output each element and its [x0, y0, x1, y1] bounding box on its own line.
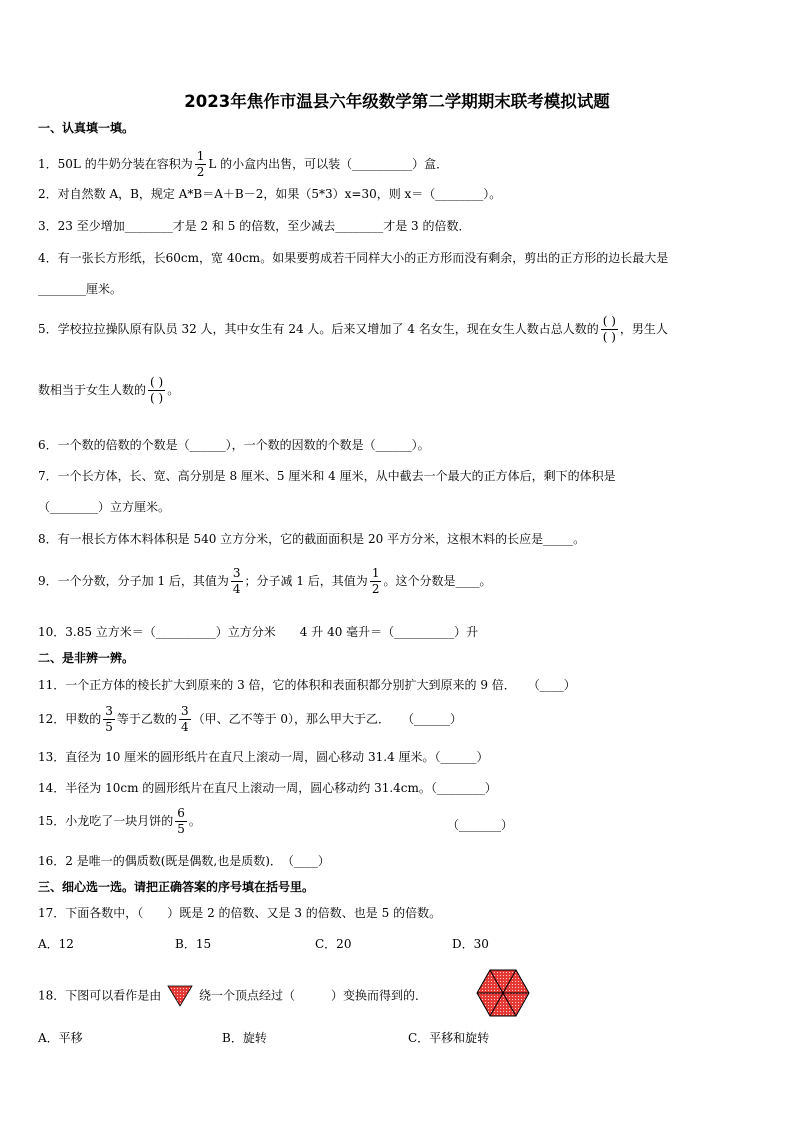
question-3: 3．23 至少增加________才是 2 和 5 的倍数，至少减去________才是 3 的倍数． [38, 219, 471, 233]
q15-answer-blank: （_______） [447, 818, 514, 832]
q17-option-a: A．12 [38, 937, 74, 951]
q9-fraction-1 [231, 566, 243, 597]
q9-f2-denominator: 2 [371, 582, 380, 596]
q12-f1-numerator: 3 [105, 704, 113, 718]
question-7-line-1: 7．一个长方体，长、宽、高分别是 8 厘米、5 厘米和 4 厘米，从中截去一个最大的正方体后，剩下的体积是 [38, 469, 616, 483]
question-18 [38, 984, 427, 1008]
page-title: 2023年焦作市温县六年级数学第二学期期末联考模拟试题 [184, 92, 610, 111]
question-17: 17．下面各数中，（ ）既是 2 的倍数、又是 3 的倍数、也是 5 的倍数。 [38, 906, 442, 920]
q12-text-c: （甲、乙不等于 0），那么甲大于乙． （______） [192, 712, 463, 726]
question-10: 10．3.85 立方米＝（__________）立方分米 4 升 40 毫升＝（__________）升 [38, 625, 479, 639]
q1-text-b: L 的小盒内出售，可以装（__________）盒． [208, 157, 449, 171]
q9-text-c: 。这个分数是____。 [383, 574, 492, 588]
q5-f2-denominator: ( ) [150, 391, 164, 405]
q18-text-a: 18．下图可以看作是由 [38, 988, 162, 1003]
q15-text-b: 。 [188, 814, 201, 828]
triangle-shape [167, 984, 193, 1008]
q9-text-b: ；分子减 1 后，其值为 [244, 574, 368, 588]
q12-f2-denominator: 4 [180, 720, 189, 734]
q12-fraction-2 [179, 704, 191, 735]
q5-text-a: 5．学校拉拉操队原有队员 32 人，其中女生有 24 人。后来又增加了 4 名女生，现在女生人数占总人数的 [38, 322, 599, 336]
q9-text-a: 9．一个分数，分子加 1 后，其值为 [38, 574, 229, 588]
q18-option-c: C．平移和旋转 [408, 1031, 490, 1045]
q5-fraction-2 [148, 375, 165, 406]
question-2: 2．对自然数 A，B，规定 A*B＝A＋B－2，如果（5*3）x=30，则 x＝（________）。 [38, 187, 502, 201]
section-3-heading: 三、细心选一选。请把正确答案的序号填在括号里。 [38, 880, 315, 894]
question-9 [38, 566, 491, 597]
q9-f1-denominator: 4 [232, 582, 241, 596]
q17-option-b: B．15 [175, 937, 212, 951]
q18-text-b: 绕一个顶点经过（ ）变换而得到的． [198, 988, 427, 1003]
question-4-line-2: ________厘米。 [38, 282, 123, 296]
q9-f1-numerator: 3 [232, 566, 241, 580]
section-2-heading: 二、是非辨一辨。 [38, 651, 135, 665]
q12-text-b: 等于乙数的 [116, 712, 177, 726]
q15-numerator: 6 [177, 806, 185, 820]
q5-text-b: 数相当于女生人数的 [38, 383, 147, 397]
question-7-line-2: （________）立方厘米。 [38, 500, 171, 514]
q18-option-b: B．旋转 [222, 1031, 267, 1045]
q12-text-a: 12．甲数的 [38, 712, 102, 726]
hexagon-figure [475, 968, 531, 1018]
q15-denominator: 5 [177, 822, 185, 836]
question-5-line-2 [38, 375, 179, 406]
q18-option-a: A．平移 [38, 1031, 83, 1045]
q1-denominator: 2 [196, 165, 205, 179]
q1-numerator: 1 [196, 149, 205, 163]
question-13: 13．直径为 10 厘米的圆形纸片在直尺上滚动一周，圆心移动 31.4 厘米。（______） [38, 750, 489, 764]
q17-option-c: C．20 [315, 937, 352, 951]
q1-fraction [195, 149, 207, 180]
question-15 [38, 806, 201, 837]
q9-f2-numerator: 1 [371, 566, 380, 580]
q15-fraction [175, 806, 187, 837]
q5-f1-denominator: ( ) [602, 330, 616, 344]
question-11: 11．一个正方体的棱长扩大到原来的 3 倍，它的体积和表面积都分别扩大到原来的 9 倍． （____） [38, 678, 576, 692]
question-12 [38, 704, 462, 735]
q5-f1-numerator: ( ) [602, 314, 616, 328]
q1-text-a: 1．50L 的牛奶分装在容积为 [38, 157, 193, 171]
q5-f2-numerator: ( ) [150, 375, 164, 389]
q12-f1-denominator: 5 [105, 720, 113, 734]
question-8: 8．有一根长方体木料体积是 540 立方分米，它的截面面积是 20 平方分米，这根木料的长应是_____。 [38, 532, 586, 546]
q12-f2-numerator: 3 [180, 704, 189, 718]
q9-fraction-2 [370, 566, 382, 597]
q15-text-a: 15．小龙吃了一块月饼的 [38, 814, 174, 828]
q12-fraction-1 [103, 704, 115, 735]
question-5-line-1 [38, 314, 668, 345]
q5-text-b-tail: 。 [167, 383, 180, 397]
q5-text-a-tail: ，男生人 [619, 322, 668, 336]
question-4-line-1: 4．有一张长方形纸，长60cm，宽 40cm。如果要剪成若干同样大小的正方形而没有剩余，剪出的正方形的边长最大是 [38, 251, 669, 265]
question-16: 16．2 是唯一的偶质数(既是偶数,也是质数)． （____） [38, 854, 330, 868]
question-14: 14．半径为 10cm 的圆形纸片在直尺上滚动一周，圆心移动约 31.4cm。（________） [38, 781, 497, 795]
section-1-heading: 一、认真填一填。 [38, 121, 135, 135]
question-6: 6．一个数的倍数的个数是（______），一个数的因数的个数是（______）。 [38, 438, 430, 452]
q5-fraction-1 [601, 314, 618, 345]
q17-option-d: D．30 [452, 937, 489, 951]
question-1 [38, 149, 448, 180]
